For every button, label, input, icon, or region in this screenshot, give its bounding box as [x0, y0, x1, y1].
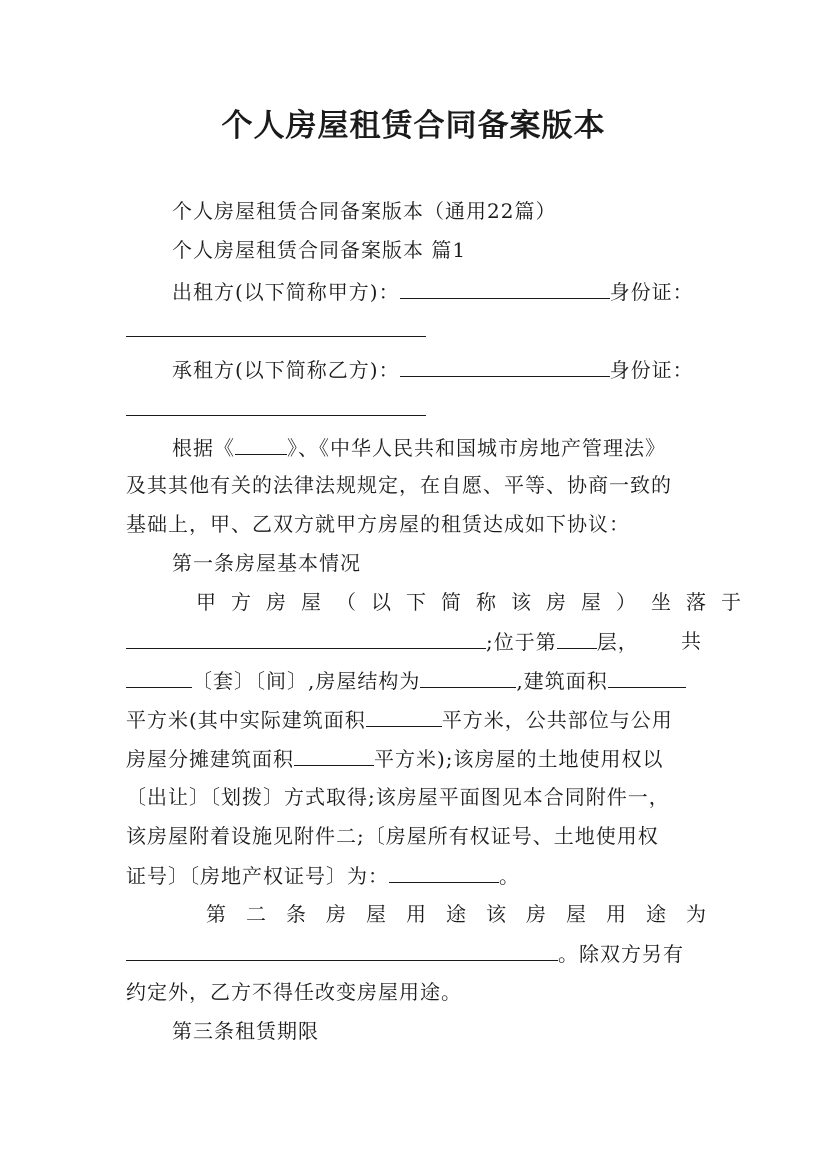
certificate-label: 证号〕〔房地产权证号〕为：: [126, 864, 389, 888]
shared-area-label-2: 房屋分摊建筑面积: [126, 747, 294, 771]
lessee-id-line: [126, 395, 702, 422]
law-name-blank: [235, 434, 287, 455]
article1-title: 第一条房屋基本情况: [172, 551, 361, 575]
section-heading: 个人房屋租赁合同备案版本 篇1: [172, 238, 467, 262]
actual-area-blank: [366, 706, 442, 727]
para1-text-b: 》、《中华人民共和国城市房地产管理法》: [287, 436, 666, 460]
usage-blank: [126, 940, 558, 961]
para1-line3: 基础上，甲、乙双方就甲方房屋的租赁达成如下协议：: [126, 512, 630, 536]
lessee-line: [172, 356, 702, 383]
article1-line6: 〔出让〕〔划拨〕方式取得;该房屋平面图见本合同附件一，: [126, 785, 670, 809]
article1-line7: 该房屋附着设施见附件二;〔房屋所有权证号、土地使用权: [126, 824, 659, 848]
lessor-name-blank: [400, 278, 610, 299]
article1-line3: [126, 667, 702, 694]
article2-line2: [126, 940, 702, 967]
lessor-id-blank: [126, 316, 426, 337]
area-label: ,建筑面积: [516, 669, 608, 693]
lessor-id-label: 身份证：: [609, 280, 694, 304]
land-right-label: 平方米);该房屋的土地使用权以: [374, 747, 664, 771]
article1-line2: [126, 628, 702, 655]
article1-line8: [126, 862, 702, 889]
structure-blank: [420, 667, 516, 688]
location-blank: [126, 628, 486, 649]
lessee-label: 承租方(以下简称乙方)：: [172, 358, 400, 382]
shared-area-label: 平方米，公共部位与公用: [441, 708, 673, 732]
total-label: 共: [681, 629, 702, 653]
actual-area-label: 平方米(其中实际建筑面积: [126, 708, 366, 732]
lessor-line: [172, 278, 702, 305]
article3-title: 第三条租赁期限: [172, 1019, 319, 1043]
document-title: 个人房屋租赁合同备案版本: [221, 108, 606, 144]
lessee-id-label: 身份证：: [609, 358, 694, 382]
document-subtitle: 个人房屋租赁合同备案版本（通用22篇）: [172, 199, 557, 223]
para1-line2: 及其其他有关的法律法规规定，在自愿、平等、协商一致的: [126, 473, 672, 497]
unit-count-blank: [126, 667, 192, 688]
lessee-id-blank: [126, 395, 426, 416]
certificate-blank: [389, 862, 499, 883]
area-blank: [608, 667, 686, 688]
lessor-label: 出租方(以下简称甲方)：: [172, 280, 400, 304]
floor-blank: [557, 628, 597, 649]
article1-line1: 甲方房屋（以下简称该房屋）坐落于: [196, 590, 756, 614]
usage-suffix: 。除双方另有: [558, 942, 684, 966]
certificate-period: 。: [499, 864, 520, 888]
para1-line1: [172, 434, 702, 461]
floor-suffix: 层，: [596, 630, 639, 654]
article2-line3: 约定外，乙方不得任改变房屋用途。: [126, 980, 462, 1004]
para1-text-a: 根据《: [172, 436, 235, 460]
article1-line4: [126, 706, 702, 733]
lessor-id-line: [126, 316, 702, 343]
article1-line5: [126, 745, 702, 772]
shared-area-blank: [294, 745, 374, 766]
floor-label: ;位于第: [486, 630, 557, 654]
structure-label: 〔套〕〔间〕,房屋结构为: [192, 669, 421, 693]
lessee-name-blank: [400, 356, 610, 377]
article2-line1: 第二条房屋用途该房屋用途为: [206, 902, 726, 926]
